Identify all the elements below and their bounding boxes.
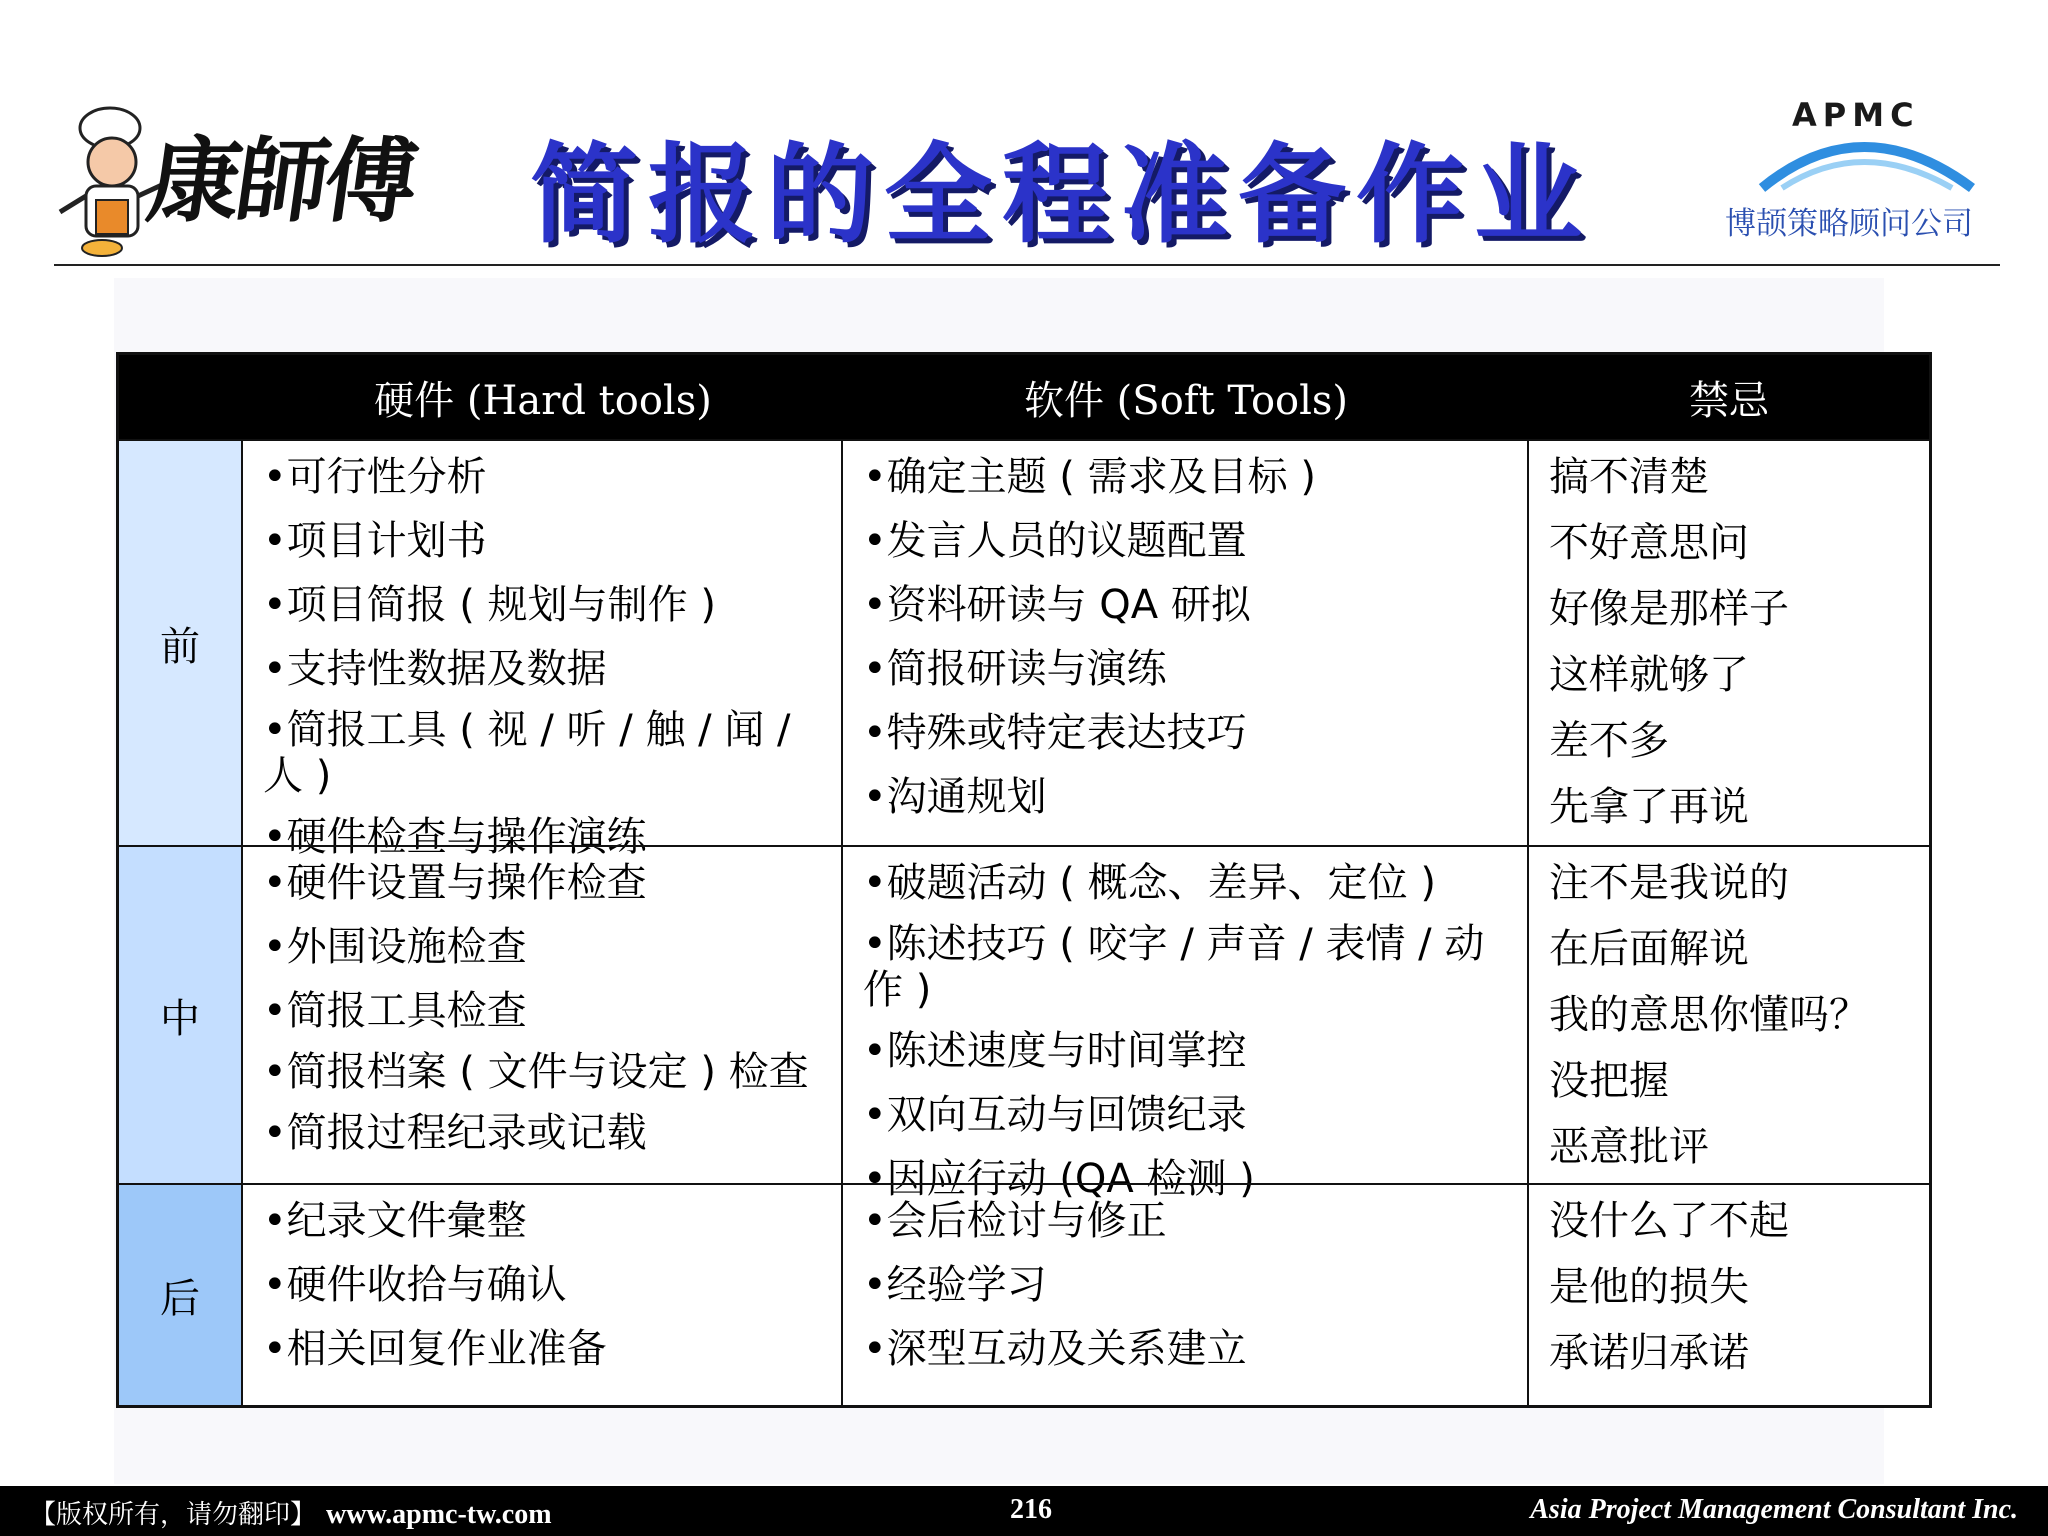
matrix-row-after xyxy=(119,1183,1929,1405)
list-item: •发言人员的议题配置 xyxy=(863,518,1247,564)
list-item: •陈述速度与时间掌控 xyxy=(863,1028,1247,1074)
list-item: •会后检讨与修正 xyxy=(863,1198,1167,1244)
list-item: 这样就够了 xyxy=(1549,652,1749,698)
list-item: •硬件检查与操作演练 xyxy=(263,814,647,860)
list-item: •陈述技巧 ( 咬字 / 声音 / 表情 / 动作 ) xyxy=(863,921,1485,1013)
list-item: 没什么了不起 xyxy=(1549,1198,1789,1244)
list-item: 注不是我说的 xyxy=(1549,860,1789,906)
list-item: •简报过程纪录或记载 xyxy=(263,1110,647,1156)
slide-header xyxy=(0,0,2048,268)
list-item: 不好意思问 xyxy=(1549,520,1749,566)
list-item: •外围设施检查 xyxy=(263,924,527,970)
list-item: •经验学习 xyxy=(863,1262,1047,1308)
list-item: 搞不清楚 xyxy=(1549,454,1709,500)
phase-label: 后 xyxy=(119,1185,243,1405)
footer-left xyxy=(30,1494,552,1531)
list-item: •相关回复作业准备 xyxy=(263,1326,607,1372)
list-item: 是他的损失 xyxy=(1549,1264,1749,1310)
preparation-matrix xyxy=(116,352,1932,1408)
apmc-company-name: 博颉策略顾问公司 xyxy=(1725,206,1973,242)
list-item: •可行性分析 xyxy=(263,454,487,500)
list-item: •简报档案 ( 文件与设定 ) 检查 xyxy=(263,1049,809,1095)
list-item: •确定主题 ( 需求及目标 ) xyxy=(863,454,1316,500)
list-item: •深型互动及关系建立 xyxy=(863,1326,1247,1372)
list-item: •双向互动与回馈纪录 xyxy=(863,1092,1247,1138)
header-divider xyxy=(54,264,2000,266)
col-header-hard: 硬件 (Hard tools) xyxy=(374,377,712,424)
col-header-soft: 软件 (Soft Tools) xyxy=(1023,377,1349,424)
soft-tools-cell xyxy=(843,441,1529,845)
list-item: •资料研读与 QA 研拟 xyxy=(863,582,1251,628)
list-item: •简报工具检查 xyxy=(263,988,527,1034)
hard-tools-cell xyxy=(243,441,843,860)
list-item: •项目计划书 xyxy=(263,518,487,564)
list-item: 好像是那样子 xyxy=(1549,586,1789,632)
list-item: 恶意批评 xyxy=(1549,1124,1709,1170)
list-item: 先拿了再说 xyxy=(1549,784,1749,830)
list-item: •项目简报 ( 规划与制作 ) xyxy=(263,582,716,628)
list-item: •简报研读与演练 xyxy=(863,646,1167,692)
list-item: •特殊或特定表达技巧 xyxy=(863,710,1247,756)
list-item: •硬件收拾与确认 xyxy=(263,1262,567,1308)
hard-tools-cell xyxy=(243,847,843,1183)
taboo-cell xyxy=(1529,847,1929,1183)
phase-label: 中 xyxy=(119,847,243,1183)
list-item: 差不多 xyxy=(1549,718,1669,764)
soft-tools-cell xyxy=(843,847,1529,1202)
page-number: 216 xyxy=(1010,1494,1052,1525)
list-item: •沟通规划 xyxy=(863,774,1047,820)
hard-tools-cell xyxy=(243,1185,843,1405)
taboo-cell xyxy=(1529,1185,1929,1405)
list-item: •纪录文件彙整 xyxy=(263,1198,527,1244)
brand-logo-text: 康師傅 xyxy=(141,127,421,235)
col-header-taboo: 禁忌 xyxy=(1689,377,1769,424)
page-title: 简报的全程准备作业 xyxy=(530,133,1593,258)
matrix-header-row xyxy=(119,355,1929,439)
list-item: •硬件设置与操作检查 xyxy=(263,860,647,906)
list-item: •因应行动 (QA 检测 ) xyxy=(863,1156,1255,1202)
list-item: •简报工具 ( 视 / 听 / 触 / 闻 / 人 ) xyxy=(263,707,791,799)
apmc-logo-text: APMC xyxy=(1792,96,1920,134)
soft-tools-cell xyxy=(843,1185,1529,1405)
list-item: 在后面解说 xyxy=(1549,926,1749,972)
slide-footer xyxy=(0,1486,2048,1536)
footer-company: Asia Project Management Consultant Inc. xyxy=(1530,1494,2018,1525)
list-item: 承诺归承诺 xyxy=(1549,1330,1749,1376)
copyright-notice: 【版权所有，请勿翻印】 xyxy=(30,1500,317,1530)
list-item: 我的意思你懂吗？ xyxy=(1549,992,1869,1038)
matrix-row-before xyxy=(119,439,1929,860)
taboo-cell xyxy=(1529,441,1929,845)
phase-label: 前 xyxy=(119,441,243,845)
footer-url-link[interactable]: www.apmc-tw.com xyxy=(326,1499,552,1530)
list-item: •破题活动 ( 概念、差异、定位 ) xyxy=(863,860,1436,906)
matrix-row-during xyxy=(119,845,1929,1202)
list-item: •支持性数据及数据 xyxy=(263,646,607,692)
list-item: 没把握 xyxy=(1549,1058,1669,1104)
